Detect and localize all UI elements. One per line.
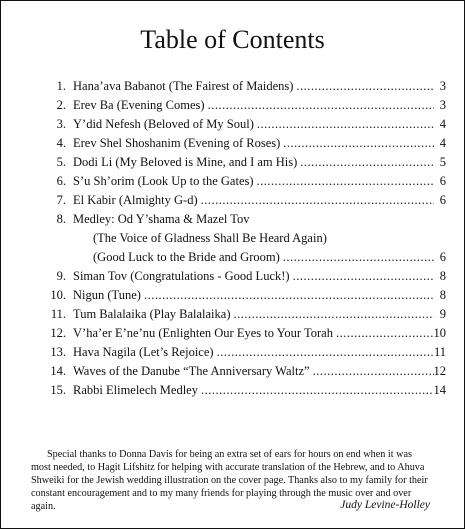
entry-title: Dodi Li (My Beloved is Mine, and I am His) — [73, 155, 298, 169]
toc-entry — [1, 305, 465, 324]
entry-page: 6 — [439, 250, 446, 264]
toc-entry — [1, 77, 465, 96]
toc-entry — [1, 96, 465, 115]
entry-number: 10. — [50, 288, 66, 302]
toc-entry — [1, 286, 465, 305]
entry-title: S’u Sh’orim (Look Up to the Gates) — [73, 174, 254, 188]
entry-number: 2. — [56, 98, 66, 112]
entry-number: 11. — [50, 307, 66, 321]
entry-title: Nigun (Tune) — [73, 288, 141, 302]
entry-page: 12 — [433, 364, 446, 378]
entry-page: 4 — [439, 117, 446, 131]
entry-title: Hana’ava Babanot (The Fairest of Maidens) — [73, 79, 294, 93]
acknowledgements: Special thanks to Donna Davis for being an extra set of ears for hours on end when it was most needed, to Hagit Lifshitz for helping with accurate translation of the Hebrew, and to Ahuva Shweiki for the Jewish wedding illustration on the cover page. Thanks also to my family for their constant encouragement and to my many friends for playing through the music over and over again. — [31, 449, 428, 513]
toc-entry — [1, 343, 465, 362]
entry-number: 8. — [56, 212, 66, 226]
entry-page: 3 — [439, 98, 446, 112]
toc-entry — [1, 210, 465, 229]
entry-title: Tum Balalaika (Play Balalaika) — [73, 307, 231, 321]
dot-leader — [214, 343, 434, 362]
entry-title: Medley: Od Y’shama & Mazel Tov — [73, 212, 250, 226]
entry-number: 5. — [56, 155, 66, 169]
toc-entry — [1, 172, 465, 191]
toc-entry — [1, 381, 465, 400]
toc-entry-subline — [1, 229, 465, 248]
toc-entry — [1, 115, 465, 134]
dot-leader — [205, 96, 434, 115]
toc-entry — [1, 324, 465, 343]
entry-page: 11 — [433, 345, 446, 359]
entry-title: Waves of the Danube “The Anniversary Waltz” — [73, 364, 310, 378]
dot-leader — [254, 115, 434, 134]
entry-number: 6. — [56, 174, 66, 188]
dot-leader — [290, 267, 434, 286]
entry-page: 6 — [439, 174, 446, 188]
entry-number: 15. — [50, 383, 66, 397]
dot-leader — [297, 153, 434, 172]
dot-leader — [333, 324, 434, 343]
entry-number: 4. — [56, 136, 66, 150]
entry-subtitle: (The Voice of Gladness Shall Be Heard Again) — [93, 231, 327, 245]
entry-title: El Kabir (Almighty G-d) — [73, 193, 198, 207]
entry-page: 8 — [439, 269, 446, 283]
entry-page: 14 — [433, 383, 446, 397]
entry-title: Y’did Nefesh (Beloved of My Soul) — [73, 117, 254, 131]
entry-subtitle: (Good Luck to the Bride and Groom) — [93, 250, 280, 264]
toc-entry — [1, 153, 465, 172]
entry-title: Rabbi Elimelech Medley — [73, 383, 198, 397]
entry-number: 7. — [56, 193, 66, 207]
entry-number: 1. — [56, 79, 66, 93]
entry-title: Hava Nagila (Let’s Rejoice) — [73, 345, 214, 359]
entry-title: Siman Tov (Congratulations - Good Luck!) — [73, 269, 290, 283]
dot-leader — [141, 286, 434, 305]
author-signature: Judy Levine-Holley — [340, 499, 430, 511]
dot-leader — [254, 172, 434, 191]
page-title: Table of Contents — [140, 25, 325, 54]
dot-leader — [198, 191, 434, 210]
toc-entry-subline — [1, 248, 465, 267]
toc-entry — [1, 134, 465, 153]
entry-number: 12. — [50, 326, 66, 340]
toc-entry — [1, 267, 465, 286]
entry-title: Erev Ba (Evening Comes) — [73, 98, 205, 112]
toc-entry — [1, 191, 465, 210]
toc-entry — [1, 362, 465, 381]
entry-page: 6 — [439, 193, 446, 207]
entry-number: 3. — [56, 117, 66, 131]
entry-page: 10 — [433, 326, 446, 340]
dot-leader — [198, 381, 434, 400]
dot-leader — [310, 362, 434, 381]
dot-leader — [293, 77, 434, 96]
entry-number: 14. — [50, 364, 66, 378]
entry-page: 9 — [439, 307, 446, 321]
entry-page: 5 — [439, 155, 446, 169]
dot-leader — [280, 248, 434, 267]
dot-leader — [231, 305, 435, 324]
entry-page: 4 — [439, 136, 446, 150]
entry-title: V’ha’er E’ne’nu (Enlighten Our Eyes to Your Torah — [73, 326, 333, 340]
entry-number: 13. — [50, 345, 66, 359]
entry-number: 9. — [56, 269, 66, 283]
entry-page: 8 — [439, 288, 446, 302]
entry-title: Erev Shel Shoshanim (Evening of Roses) — [73, 136, 281, 150]
entry-page: 3 — [439, 79, 446, 93]
dot-leader — [280, 134, 434, 153]
